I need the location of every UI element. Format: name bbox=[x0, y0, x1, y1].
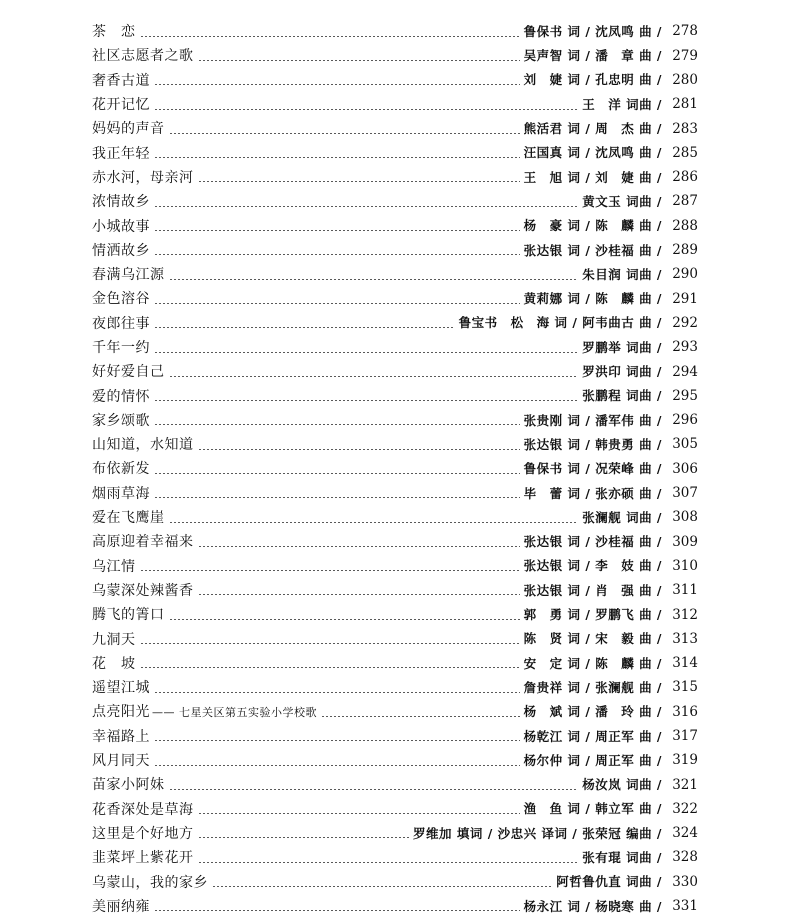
toc-entry-credit: 张达银 词 / 韩贵勇 曲 / bbox=[523, 436, 662, 452]
dot-leader bbox=[169, 789, 579, 790]
dot-leader bbox=[140, 570, 520, 571]
toc-entry-credit: 张鹏程 词曲 / bbox=[582, 388, 662, 404]
table-of-contents bbox=[92, 20, 698, 919]
toc-entry-credit: 熊活君 词 / 周 杰 曲 / bbox=[523, 121, 662, 137]
toc-entry-title: 烟雨草海 bbox=[92, 485, 150, 502]
toc-entry-title: 社区志愿者之歌 bbox=[92, 48, 194, 65]
toc-entry-credit: 鲁保书 词 / 况荣峰 曲 / bbox=[523, 461, 662, 477]
toc-entry-credit: 杨 豪 词 / 陈 麟 曲 / bbox=[523, 218, 662, 234]
toc-entry-title: 妈妈的声音 bbox=[92, 121, 165, 138]
toc-entry-title: 家乡颂歌 bbox=[92, 412, 150, 429]
toc-entry-credit: 渔 鱼 词 / 韩立军 曲 / bbox=[523, 801, 662, 817]
toc-entry-page-number: 288 bbox=[672, 217, 698, 234]
toc-entry-credit: 毕 蕾 词 / 张亦硕 曲 / bbox=[523, 485, 662, 501]
toc-entry-credit: 阿哲鲁仇直 词曲 / bbox=[556, 874, 662, 890]
toc-entry-credit: 杨永江 词 / 杨晓寒 曲 / bbox=[523, 898, 662, 914]
toc-entry-credit: 张达银 词 / 沙桂福 曲 / bbox=[523, 534, 662, 550]
toc-entry bbox=[92, 336, 698, 360]
toc-entry-title: 乌蒙深处辣酱香 bbox=[92, 582, 194, 599]
dot-leader bbox=[169, 133, 520, 134]
toc-entry bbox=[92, 263, 698, 287]
toc-entry bbox=[92, 530, 698, 554]
dot-leader bbox=[154, 206, 578, 207]
toc-entry-title: 花香深处是草海 bbox=[92, 801, 194, 818]
toc-entry bbox=[92, 627, 698, 651]
toc-entry-credit: 黄文玉 词曲 / bbox=[582, 193, 662, 209]
toc-entry-title: 花开记忆 bbox=[92, 97, 150, 114]
toc-entry-title: 山知道，水知道 bbox=[92, 437, 194, 454]
toc-entry bbox=[92, 239, 698, 263]
toc-entry bbox=[92, 360, 698, 384]
toc-entry bbox=[92, 457, 698, 481]
toc-entry-page-number: 295 bbox=[672, 387, 698, 404]
toc-entry bbox=[92, 166, 698, 190]
toc-entry bbox=[92, 652, 698, 676]
toc-entry bbox=[92, 579, 698, 603]
toc-entry-title: 赤水河，母亲河 bbox=[92, 169, 194, 186]
toc-entry-credit: 鲁宝书 松 海 词 / 阿韦曲古 曲 / bbox=[458, 315, 662, 331]
toc-entry-page-number: 331 bbox=[672, 898, 698, 915]
toc-entry-title: 高原迎着幸福来 bbox=[92, 534, 194, 551]
toc-entry bbox=[92, 44, 698, 68]
dot-leader bbox=[198, 837, 409, 838]
dot-leader bbox=[154, 327, 455, 328]
toc-entry bbox=[92, 725, 698, 749]
toc-entry-title: 风月同天 bbox=[92, 753, 150, 770]
toc-entry-credit: 安 定 词 / 陈 麟 曲 / bbox=[523, 655, 662, 671]
toc-entry-credit: 杨 斌 词 / 潘 玲 曲 / bbox=[523, 704, 662, 720]
toc-entry-credit: 王 旭 词 / 刘 婕 曲 / bbox=[523, 169, 662, 185]
dot-leader bbox=[198, 813, 520, 814]
toc-entry bbox=[92, 603, 698, 627]
toc-entry-page-number: 280 bbox=[672, 71, 698, 88]
toc-entry-page-number: 314 bbox=[672, 655, 698, 672]
toc-entry bbox=[92, 141, 698, 165]
toc-entry-page-number: 291 bbox=[672, 290, 698, 307]
toc-entry-page-number: 290 bbox=[672, 266, 698, 283]
dot-leader bbox=[140, 667, 520, 668]
toc-entry bbox=[92, 870, 698, 894]
toc-entry-page-number: 278 bbox=[672, 23, 698, 40]
toc-entry-page-number: 328 bbox=[672, 849, 698, 866]
toc-entry bbox=[92, 482, 698, 506]
toc-entry-credit: 杨尔仲 词 / 周正军 曲 / bbox=[523, 752, 662, 768]
toc-entry-title: 这里是个好地方 bbox=[92, 825, 194, 842]
dot-leader bbox=[154, 84, 520, 85]
toc-entry-page-number: 307 bbox=[672, 485, 698, 502]
toc-entry bbox=[92, 700, 698, 724]
toc-entry-credit: 杨汝岚 词曲 / bbox=[582, 777, 662, 793]
toc-entry-page-number: 306 bbox=[672, 460, 698, 477]
toc-entry bbox=[92, 312, 698, 336]
toc-entry bbox=[92, 287, 698, 311]
toc-entry-page-number: 315 bbox=[672, 679, 698, 696]
toc-entry-credit: 罗维加 填词 / 沙忠兴 译词 / 张荣冠 编曲 / bbox=[412, 825, 662, 841]
dot-leader bbox=[154, 157, 520, 158]
toc-entry-page-number: 317 bbox=[672, 728, 698, 744]
dot-leader bbox=[169, 522, 579, 523]
toc-entry bbox=[92, 190, 698, 214]
toc-entry bbox=[92, 555, 698, 579]
toc-entry-page-number: 308 bbox=[672, 509, 698, 526]
toc-entry bbox=[92, 69, 698, 93]
toc-entry bbox=[92, 214, 698, 238]
toc-entry bbox=[92, 506, 698, 530]
toc-entry-page-number: 283 bbox=[672, 120, 698, 137]
toc-entry-page-number: 292 bbox=[672, 314, 698, 331]
dot-leader bbox=[154, 740, 520, 741]
toc-entry-title: 情洒故乡 bbox=[92, 242, 150, 259]
toc-entry-page-number: 312 bbox=[672, 606, 698, 623]
toc-entry-page-number: 311 bbox=[672, 582, 698, 599]
dot-leader bbox=[198, 60, 520, 61]
toc-entry-credit: 吴声智 词 / 潘 章 曲 / bbox=[523, 48, 662, 64]
toc-entry-title: 花 坡 bbox=[92, 655, 136, 672]
toc-entry-title: 乌江情 bbox=[92, 558, 136, 575]
dot-leader bbox=[154, 303, 520, 304]
toc-entry bbox=[92, 93, 698, 117]
toc-entry-credit: 张澜舰 词曲 / bbox=[582, 509, 662, 525]
toc-entry-credit: 汪国真 词 / 沈凤鸣 曲 / bbox=[523, 145, 662, 161]
toc-entry-title: 小城故事 bbox=[92, 218, 150, 235]
toc-entry-subtitle: —— 七星关区第五实验小学校歌 bbox=[152, 705, 317, 719]
toc-entry bbox=[92, 749, 698, 773]
toc-entry-page-number: 319 bbox=[672, 752, 698, 769]
toc-entry-page-number: 330 bbox=[672, 873, 698, 890]
toc-entry-credit: 张有琨 词曲 / bbox=[582, 849, 662, 865]
toc-entry-page-number: 287 bbox=[672, 193, 698, 210]
dot-leader bbox=[198, 181, 520, 182]
toc-entry-credit: 刘 婕 词 / 孔忠明 曲 / bbox=[523, 72, 662, 88]
dot-leader bbox=[154, 230, 520, 231]
toc-entry-page-number: 309 bbox=[672, 533, 698, 550]
toc-entry-credit: 张达银 词 / 李 妓 曲 / bbox=[523, 558, 662, 574]
toc-entry-title: 好好爱自己 bbox=[92, 364, 165, 381]
toc-entry-page-number: 305 bbox=[672, 436, 698, 453]
toc-entry-title: 爱的情怀 bbox=[92, 388, 150, 405]
dot-leader bbox=[154, 473, 520, 474]
toc-entry bbox=[92, 773, 698, 797]
dot-leader bbox=[169, 619, 520, 620]
toc-entry-title: 我正年轻 bbox=[92, 145, 150, 162]
dot-leader bbox=[154, 910, 520, 911]
dot-leader bbox=[154, 765, 520, 766]
toc-entry-title: 幸福路上 bbox=[92, 728, 150, 745]
toc-entry bbox=[92, 20, 698, 44]
toc-entry-credit: 张达银 词 / 肖 强 曲 / bbox=[523, 582, 662, 598]
toc-entry-credit: 郭 勇 词 / 罗鹏飞 曲 / bbox=[523, 607, 662, 623]
toc-entry-credit: 张贵刚 词 / 潘军伟 曲 / bbox=[523, 412, 662, 428]
dot-leader bbox=[154, 352, 578, 353]
toc-entry-credit: 朱目润 词曲 / bbox=[582, 266, 662, 282]
toc-entry-page-number: 293 bbox=[672, 339, 698, 356]
toc-entry-page-number: 324 bbox=[672, 825, 698, 842]
toc-entry-credit: 张达银 词 / 沙桂福 曲 / bbox=[523, 242, 662, 258]
toc-entry-title: 布依新发 bbox=[92, 461, 150, 478]
toc-entry-title: 点亮阳光 bbox=[92, 704, 150, 721]
dot-leader bbox=[169, 376, 579, 377]
toc-entry-credit: 黄莉娜 词 / 陈 麟 曲 / bbox=[523, 291, 662, 307]
toc-entry bbox=[92, 676, 698, 700]
dot-leader bbox=[154, 692, 520, 693]
toc-entry bbox=[92, 798, 698, 822]
dot-leader bbox=[154, 424, 520, 425]
dot-leader bbox=[212, 886, 552, 887]
toc-entry-page-number: 281 bbox=[672, 96, 698, 113]
toc-entry-page-number: 286 bbox=[672, 169, 698, 186]
toc-entry-title: 乌蒙山，我的家乡 bbox=[92, 874, 208, 891]
dot-leader bbox=[198, 594, 520, 595]
toc-entry-title: 腾飞的箐口 bbox=[92, 607, 165, 624]
toc-entry-title: 奢香古道 bbox=[92, 72, 150, 89]
dot-leader bbox=[198, 546, 520, 547]
toc-entry-title: 茶 恋 bbox=[92, 24, 136, 41]
dot-leader bbox=[154, 497, 520, 498]
toc-entry-title: 爱在飞鹰崖 bbox=[92, 510, 165, 527]
toc-entry-title: 千年一约 bbox=[92, 340, 150, 356]
toc-entry bbox=[92, 409, 698, 433]
toc-entry-page-number: 316 bbox=[672, 703, 698, 720]
toc-entry-credit: 鲁保书 词 / 沈凤鸣 曲 / bbox=[523, 23, 662, 39]
toc-entry bbox=[92, 846, 698, 870]
toc-entry-page-number: 285 bbox=[672, 144, 698, 161]
toc-entry-page-number: 322 bbox=[672, 800, 698, 817]
toc-entry-credit: 杨乾江 词 / 周正军 曲 / bbox=[523, 728, 662, 744]
toc-entry-page-number: 321 bbox=[672, 776, 698, 793]
toc-entry-title: 夜郎往事 bbox=[92, 315, 150, 332]
toc-entry-title: 金色溶谷 bbox=[92, 291, 150, 308]
toc-entry-credit: 王 洋 词曲 / bbox=[582, 96, 662, 112]
dot-leader bbox=[169, 279, 579, 280]
toc-entry bbox=[92, 433, 698, 457]
toc-entry-title: 韭菜坪上紫花开 bbox=[92, 850, 194, 867]
dot-leader bbox=[198, 862, 579, 863]
dot-leader bbox=[154, 254, 520, 255]
toc-entry-title: 九洞天 bbox=[92, 631, 136, 648]
toc-entry-credit: 陈 贤 词 / 宋 毅 曲 / bbox=[523, 631, 662, 647]
toc-entry-credit: 罗鹏举 词曲 / bbox=[582, 339, 662, 355]
toc-entry-credit: 罗洪印 词曲 / bbox=[582, 364, 662, 380]
dot-leader bbox=[154, 400, 578, 401]
dot-leader bbox=[140, 36, 520, 37]
toc-entry-page-number: 296 bbox=[672, 412, 698, 429]
toc-entry-page-number: 294 bbox=[672, 363, 698, 380]
toc-entry bbox=[92, 895, 698, 919]
toc-entry-page-number: 313 bbox=[672, 630, 698, 647]
toc-entry bbox=[92, 822, 698, 846]
dot-leader bbox=[198, 449, 520, 450]
toc-entry-title: 苗家小阿妹 bbox=[92, 777, 165, 794]
toc-entry-title: 美丽纳雍 bbox=[92, 898, 150, 915]
toc-entry bbox=[92, 117, 698, 141]
dot-leader bbox=[154, 109, 578, 110]
dot-leader bbox=[140, 643, 520, 644]
toc-entry-credit: 詹贵祥 词 / 张澜舰 曲 / bbox=[523, 679, 662, 695]
toc-entry-title: 遥望江城 bbox=[92, 680, 150, 697]
toc-entry-page-number: 310 bbox=[672, 557, 698, 574]
toc-entry-title: 春满乌江源 bbox=[92, 267, 165, 284]
toc-entry-page-number: 279 bbox=[672, 47, 698, 64]
dot-leader bbox=[321, 716, 520, 717]
toc-entry-title: 浓情故乡 bbox=[92, 194, 150, 211]
toc-entry-page-number: 289 bbox=[672, 242, 698, 259]
toc-entry bbox=[92, 384, 698, 408]
